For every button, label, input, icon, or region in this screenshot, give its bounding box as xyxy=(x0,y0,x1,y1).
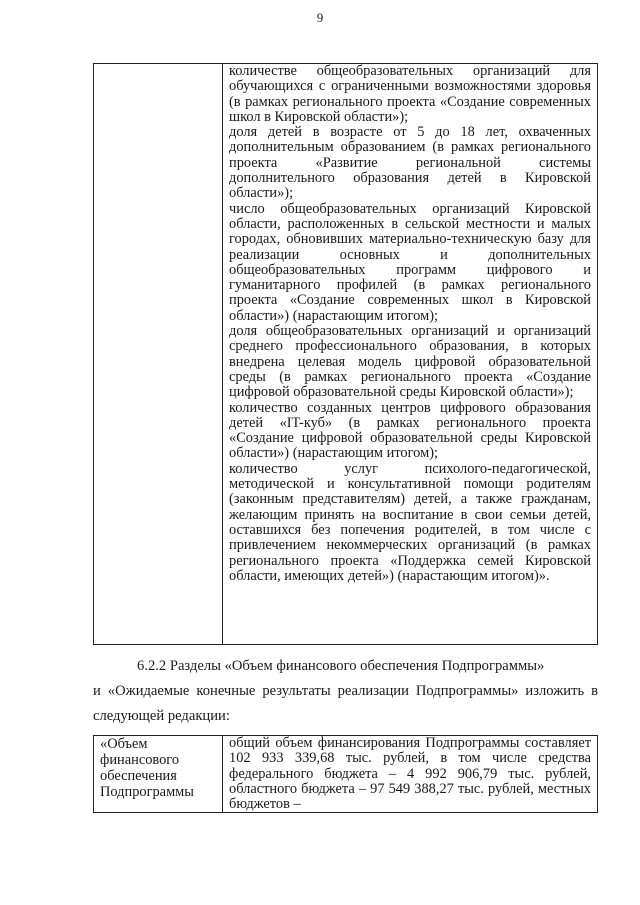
indicator-item: число общеобразовательных организаций Кировской области, расположенных в сельской местности и малых городах, обновивших материально-техническую базу для реализации основных и дополнительных общеобразовательных программ цифрового и гуманитарного профилей (в рамках регионального проекта «Создание современных школ в Кировской области») (нарастающим итогом); xyxy=(229,200,591,324)
indicator-item: доля общеобразовательных организаций и организаций среднего профессионального образования, в которых внедрена целевая модель цифровой образовательной среды (в рамках регионального проекта «Создание цифровой образовательной среды Кировской области»); xyxy=(229,323,591,401)
funding-label-line: «Объем xyxy=(100,736,148,752)
page-number: 9 xyxy=(316,10,324,25)
funding-table xyxy=(93,735,598,813)
indicators-cell xyxy=(223,64,598,645)
funding-label-line: обеспечения xyxy=(100,768,177,784)
table-left-cell xyxy=(94,64,223,645)
table-row xyxy=(94,64,598,645)
table-row xyxy=(94,736,598,813)
funding-text-cell xyxy=(223,736,598,813)
indicator-item: доля детей в возрасте от 5 до 18 лет, охваченных дополнительным образованием (в рамках регионального проекта «Развитие региональной системы дополнительного образования детей в Кировской области»); xyxy=(229,124,591,202)
indicators-table xyxy=(93,63,598,645)
funding-label-cell xyxy=(94,736,223,813)
funding-text: общий объем финансирования Подпрограммы составляет 102 933 339,68 тыс. рублей, в том числе средства федерального бюджета – 4 992 906,79 тыс. рублей, областного бюджета – 97 549 388,27 тыс. рублей, местных бюджетов – xyxy=(229,735,591,813)
indicator-item: количестве общеобразовательных организаций для обучающихся с ограниченными возможностями здоровья (в рамках регионального проекта «Создание современных школ в Кировской области»); xyxy=(229,63,591,125)
funding-label-line: финансового xyxy=(100,752,180,768)
paragraph-first-line: 6.2.2 Разделы «Объем финансового обеспечения Подпрограммы» xyxy=(137,658,545,674)
funding-label-line: Подпрограммы xyxy=(100,784,194,800)
body-paragraph xyxy=(93,654,598,729)
paragraph-rest: и «Ожидаемые конечные результаты реализации Подпрограммы» изложить в следующей редакции: xyxy=(93,683,598,724)
indicator-item: количество созданных центров цифрового образования детей «IT-куб» (в рамках регионального проекта «Создание цифровой образовательной среды Кировской области») (нарастающим итогом); xyxy=(229,399,591,462)
indicator-item: количество услуг психолого-педагогической, методической и консультативной помощи родителям (законным представителям) детей, а также гражданам, желающим принять на воспитание в свои семьи детей, оставшихся без попечения родителей, в том числе с привлечением некоммерческих организаций (в рамках регионального проекта «Поддержка семей Кировской области, имеющих детей») (нарастающим итогом)». xyxy=(229,460,591,584)
